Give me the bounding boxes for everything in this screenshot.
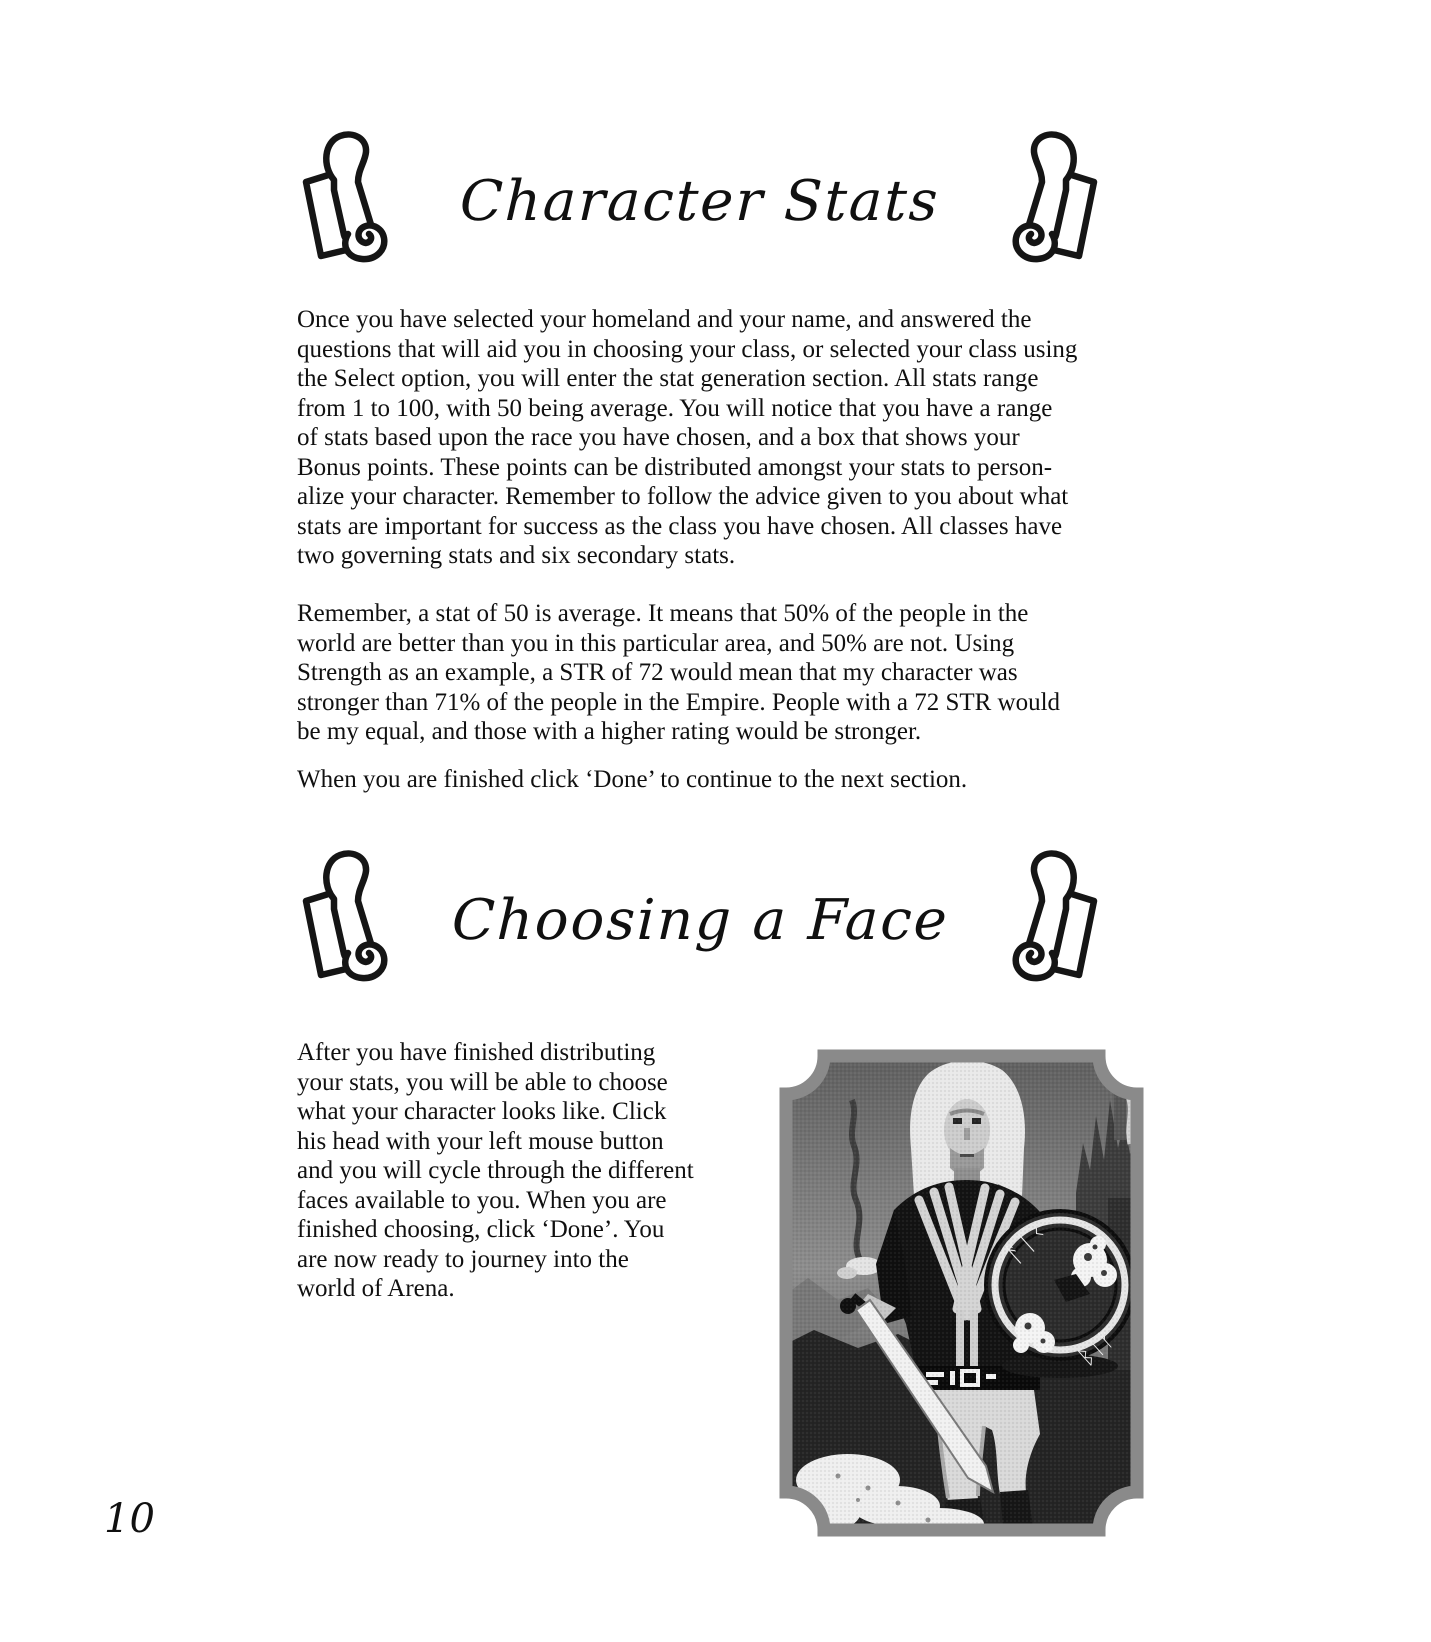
text-line: faces available to you. When you are bbox=[297, 1186, 667, 1214]
stats-paragraph-1 bbox=[297, 305, 1077, 571]
text-line: his head with your left mouse button bbox=[297, 1127, 664, 1155]
scroll-icon bbox=[296, 847, 408, 983]
section-header-choosing-a-face bbox=[296, 845, 1104, 985]
text-line: of stats based upon the race you have chosen, and a box that shows your bbox=[297, 424, 1020, 451]
text-line: stronger than 71% of the people in the Empire. People with a 72 STR would bbox=[297, 688, 1061, 716]
face-paragraph bbox=[297, 1038, 694, 1304]
text-line: finished choosing, click ‘Done’. You bbox=[297, 1216, 665, 1243]
stats-paragraph-2 bbox=[297, 599, 1060, 747]
text-line: are now ready to journey into the bbox=[297, 1245, 629, 1273]
text-line: questions that will aid you in choosing your class, or selected your class using bbox=[297, 335, 1078, 363]
scroll-icon bbox=[296, 128, 408, 264]
pixel-texture bbox=[778, 1048, 1145, 1538]
section-header-character-stats bbox=[296, 126, 1104, 266]
text-line: Once you have selected your homeland and your name, and answered the bbox=[297, 306, 1032, 333]
text-line: Strength as an example, a STR of 72 would mean that my character was bbox=[297, 659, 1018, 686]
text-line: what your character looks like. Click bbox=[297, 1098, 667, 1125]
text-line: from 1 to 100, with 50 being average. You will notice that you have a range bbox=[297, 394, 1053, 422]
stats-paragraph-3 bbox=[297, 765, 967, 795]
text-line: Remember, a stat of 50 is average. It means that 50% of the people in the bbox=[297, 600, 1029, 627]
text-line: the Select option, you will enter the stat generation section. All stats range bbox=[297, 365, 1039, 392]
character-portrait-art bbox=[778, 1048, 1145, 1538]
scroll-icon bbox=[992, 847, 1104, 983]
text-line: stats are important for success as the class you have chosen. All classes have bbox=[297, 512, 1063, 540]
text-line: Bonus points. These points can be distributed amongst your stats to person- bbox=[297, 453, 1053, 481]
character-portrait bbox=[778, 1048, 1145, 1538]
portrait-scene bbox=[778, 1048, 1145, 1538]
text-line: When you are finished click ‘Done’ to continue to the next section. bbox=[297, 766, 968, 793]
text-line: and you will cycle through the different bbox=[297, 1157, 694, 1184]
text-line: world of Arena. bbox=[297, 1275, 455, 1302]
page-number: 10 bbox=[104, 1496, 155, 1542]
text-line: world are better than you in this particular area, and 50% are not. Using bbox=[297, 629, 1015, 657]
text-line: two governing stats and six secondary stats. bbox=[297, 542, 736, 569]
text-line: be my equal, and those with a higher rating would be stronger. bbox=[297, 718, 922, 745]
section-title-character-stats: Character Stats bbox=[459, 168, 941, 234]
text-line: alize your character. Remember to follow the advice given to you about what bbox=[297, 483, 1069, 510]
text-line: After you have finished distributing bbox=[297, 1039, 656, 1066]
section-title-choosing-a-face: Choosing a Face bbox=[450, 887, 950, 953]
text-line: your stats, you will be able to choose bbox=[297, 1068, 668, 1096]
scroll-icon bbox=[992, 128, 1104, 264]
